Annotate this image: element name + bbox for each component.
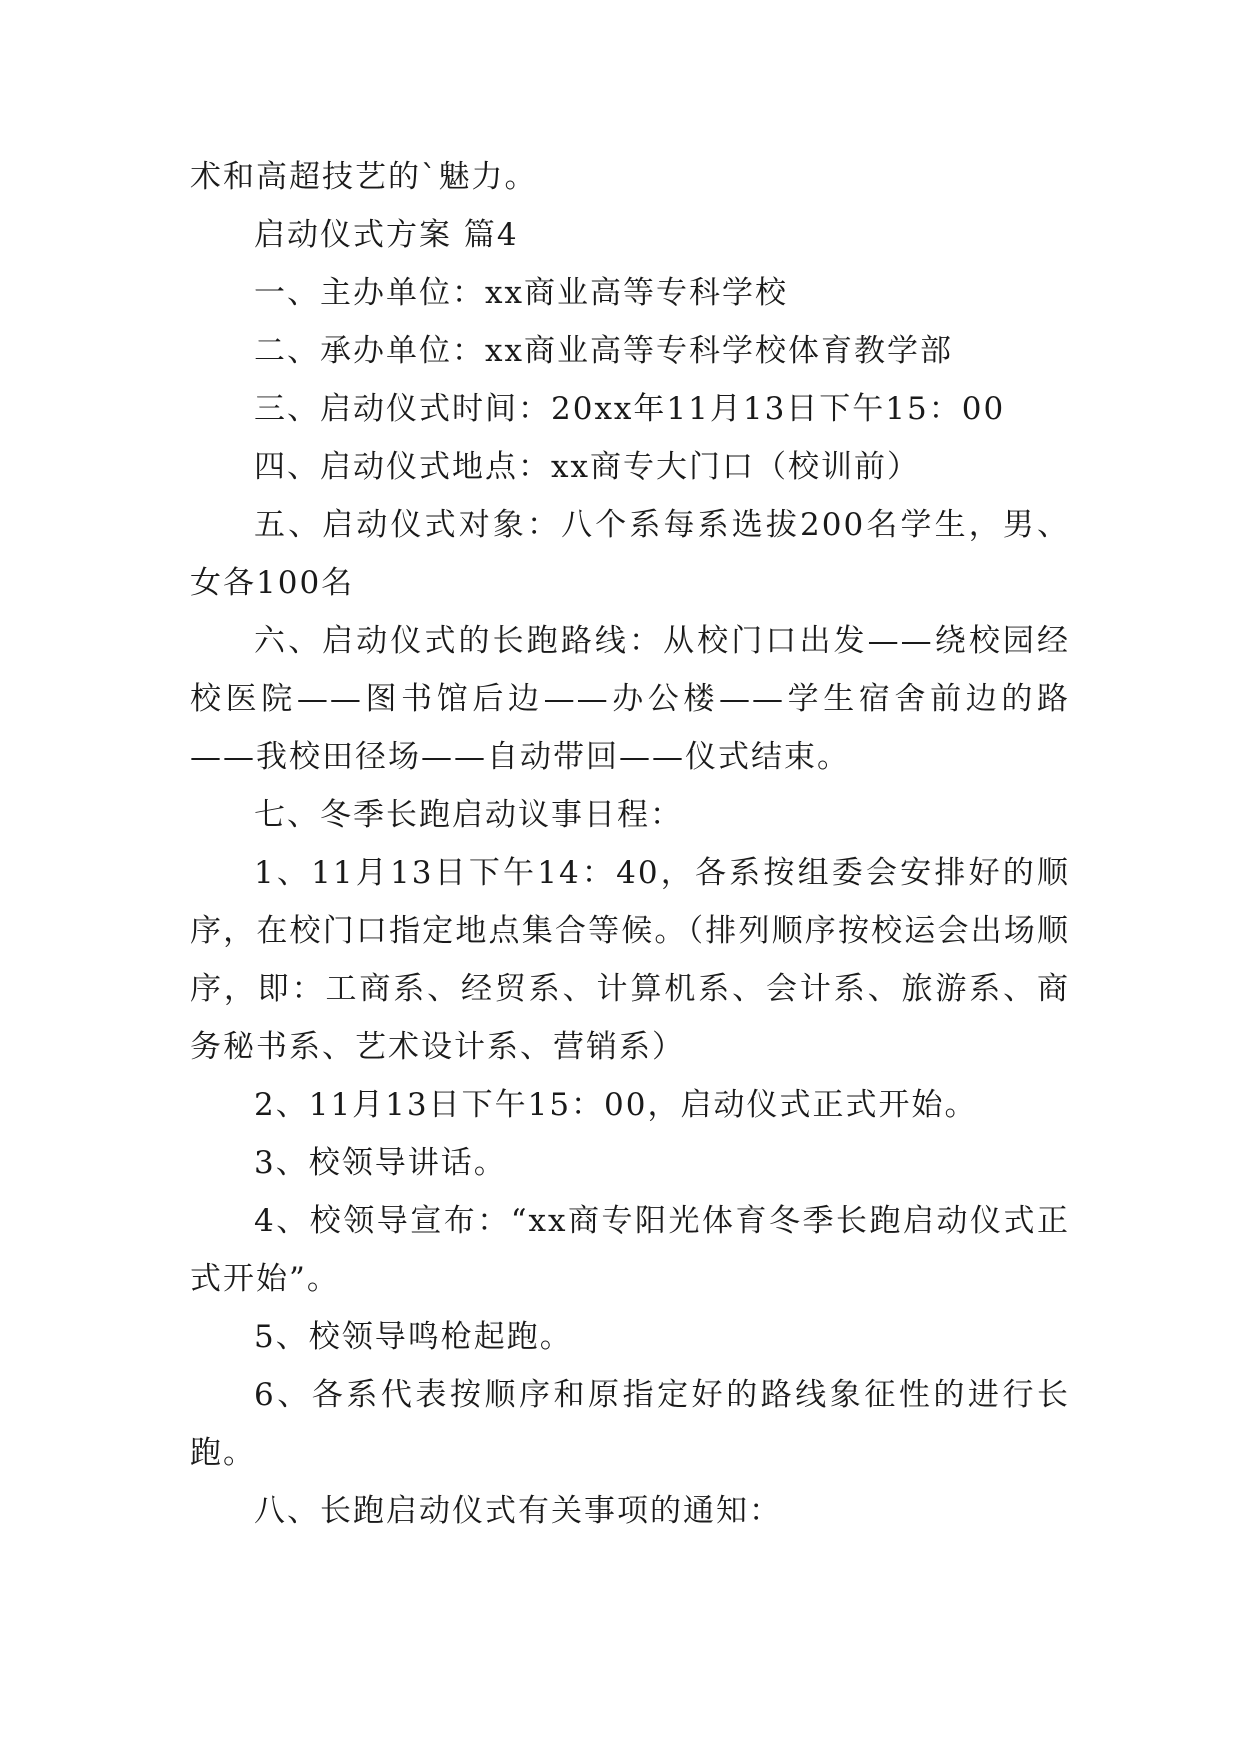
paragraph-host: 二、承办单位：xx商业高等专科学校体育教学部 — [254, 333, 953, 369]
section-title: 启动仪式方案 篇4 — [254, 217, 519, 253]
paragraph-participants: 五、启动仪式对象：八个系每系选拔200名学生，男、女各100名 — [190, 507, 1070, 601]
agenda-item-3: 3、校领导讲话。 — [254, 1145, 507, 1181]
paragraph-organizer: 一、主办单位：xx商业高等专科学校 — [254, 275, 788, 311]
agenda-item-6: 6、各系代表按顺序和原指定好的路线象征性的进行长跑。 — [190, 1377, 1070, 1471]
agenda-item-1: 1、11月13日下午14：40，各系按组委会安排好的顺序，在校门口指定地点集合等候。（排列顺序按校运会出场顺序，即：工商系、经贸系、计算机系、会计系、旅游系、商务秘书系、艺术设计系、营销系） — [190, 855, 1070, 1065]
agenda-item-5: 5、校领导鸣枪起跑。 — [254, 1319, 573, 1355]
agenda-item-4: 4、校领导宣布：“xx商专阳光体育冬季长跑启动仪式正式开始”。 — [190, 1203, 1070, 1297]
document-body — [190, 148, 1070, 1540]
paragraph-notice-heading: 八、长跑启动仪式有关事项的通知： — [254, 1493, 782, 1529]
paragraph-time: 三、启动仪式时间：20xx年11月13日下午15：00 — [254, 391, 1006, 427]
paragraph-agenda-heading: 七、冬季长跑启动议事日程： — [254, 797, 683, 833]
paragraph-location: 四、启动仪式地点：xx商专大门口（校训前） — [254, 449, 920, 485]
agenda-item-2: 2、11月13日下午15：00，启动仪式正式开始。 — [254, 1087, 978, 1123]
paragraph-continuation: 术和高超技艺的`魅力。 — [190, 159, 538, 195]
paragraph-route: 六、启动仪式的长跑路线：从校门口出发——绕校园经校医院——图书馆后边——办公楼——学生宿舍前边的路——我校田径场——自动带回——仪式结束。 — [190, 623, 1070, 775]
